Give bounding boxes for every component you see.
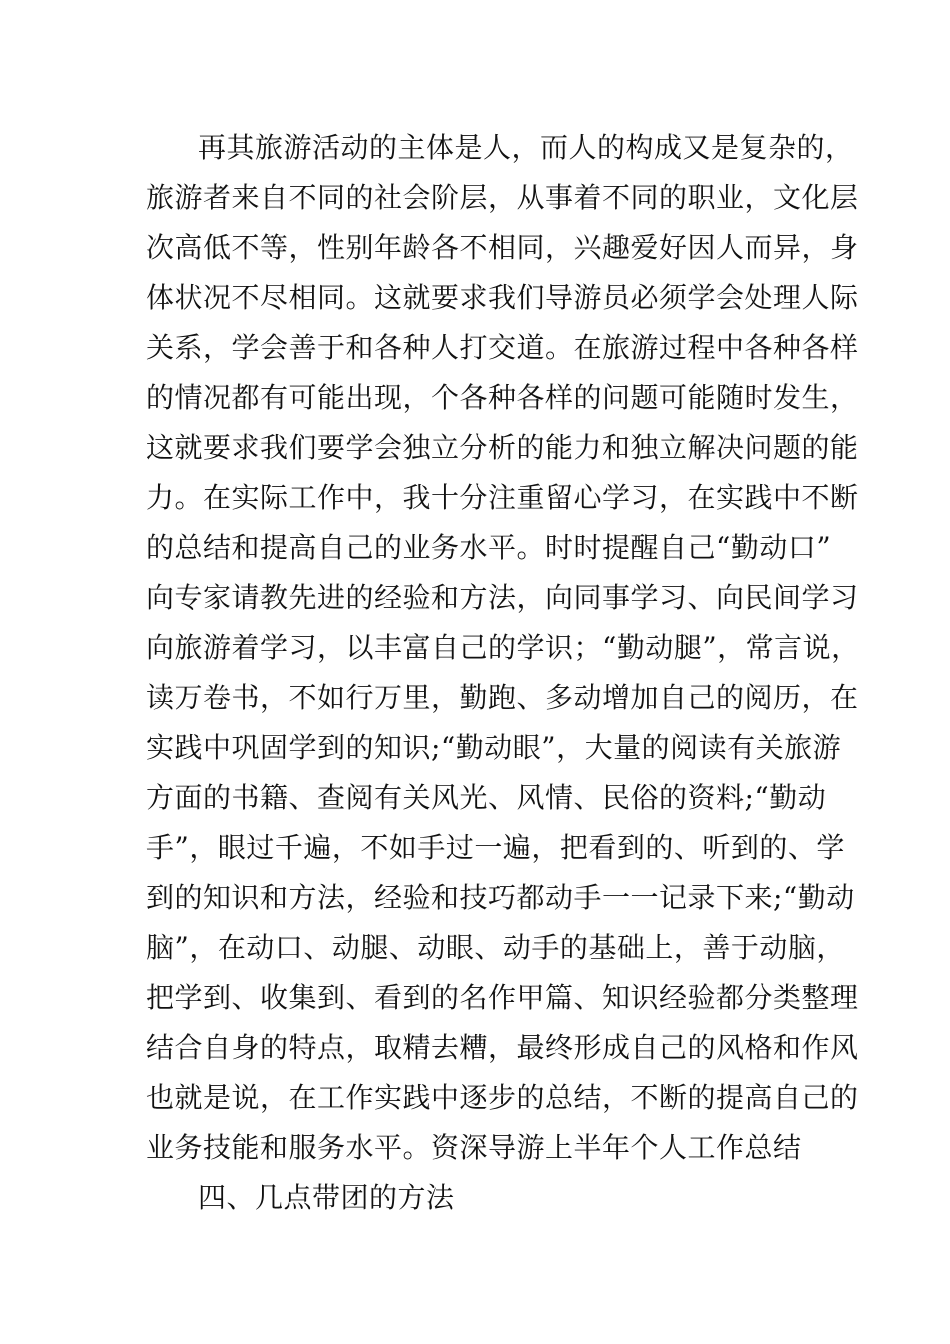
paragraph-line-2: 旅游者来自不同的社会阶层，从事着不同的职业，文化层 (146, 181, 859, 214)
paragraph-line-4: 体状况不尽相同。这就要求我们导游员必须学会处理人际 (146, 281, 859, 314)
paragraph-line-7: 这就要求我们要学会独立分析的能力和独立解决问题的能 (146, 431, 859, 464)
paragraph-line-9: 的总结和提高自己的业务水平。时时提醒自己“勤动口” (146, 531, 832, 564)
paragraph-line-14: 方面的书籍、查阅有关风光、风情、民俗的资料;“勤动 (146, 781, 827, 814)
paragraph-line-15: 手”，眼过千遍，不如手过一遍，把看到的、听到的、学 (146, 831, 845, 864)
paragraph-line-8: 力。在实际工作中，我十分注重留心学习，在实践中不断 (146, 481, 859, 514)
paragraph-line-19: 结合自身的特点，取精去糟，最终形成自己的风格和作风 (146, 1031, 859, 1064)
paragraph-line-12: 读万卷书，不如行万里，勤跑、多动增加自己的阅历，在 (146, 681, 859, 714)
paragraph-line-13: 实践中巩固学到的知识;“勤动眼”，大量的阅读有关旅游 (146, 731, 842, 764)
paragraph-line-10: 向专家请教先进的经验和方法，向同事学习、向民间学习 (146, 581, 859, 614)
paragraph-line-20: 也就是说，在工作实践中逐步的总结，不断的提高自己的 (146, 1081, 859, 1114)
paragraph-line-21: 业务技能和服务水平。资深导游上半年个人工作总结 (146, 1131, 802, 1164)
paragraph-line-5: 关系，学会善于和各种人打交道。在旅游过程中各种各样 (146, 331, 859, 364)
paragraph-line-18: 把学到、收集到、看到的名作甲篇、知识经验都分类整理 (146, 981, 859, 1014)
paragraph-line-1: 再其旅游活动的主体是人，而人的构成又是复杂的， (198, 131, 854, 164)
section-heading: 四、几点带团的方法 (198, 1181, 455, 1214)
paragraph-line-3: 次高低不等，性别年龄各不相同，兴趣爱好因人而异，身 (146, 231, 859, 264)
paragraph-line-11: 向旅游着学习，以丰富自己的学识；“勤动腿”，常言说， (146, 631, 860, 664)
paragraph-line-6: 的情况都有可能出现，个各种各样的问题可能随时发生， (146, 381, 859, 414)
paragraph-line-16: 到的知识和方法，经验和技巧都动手一一记录下来;“勤动 (146, 881, 855, 914)
paragraph-line-17: 脑”，在动口、动腿、动眼、动手的基础上，善于动脑， (146, 931, 845, 964)
